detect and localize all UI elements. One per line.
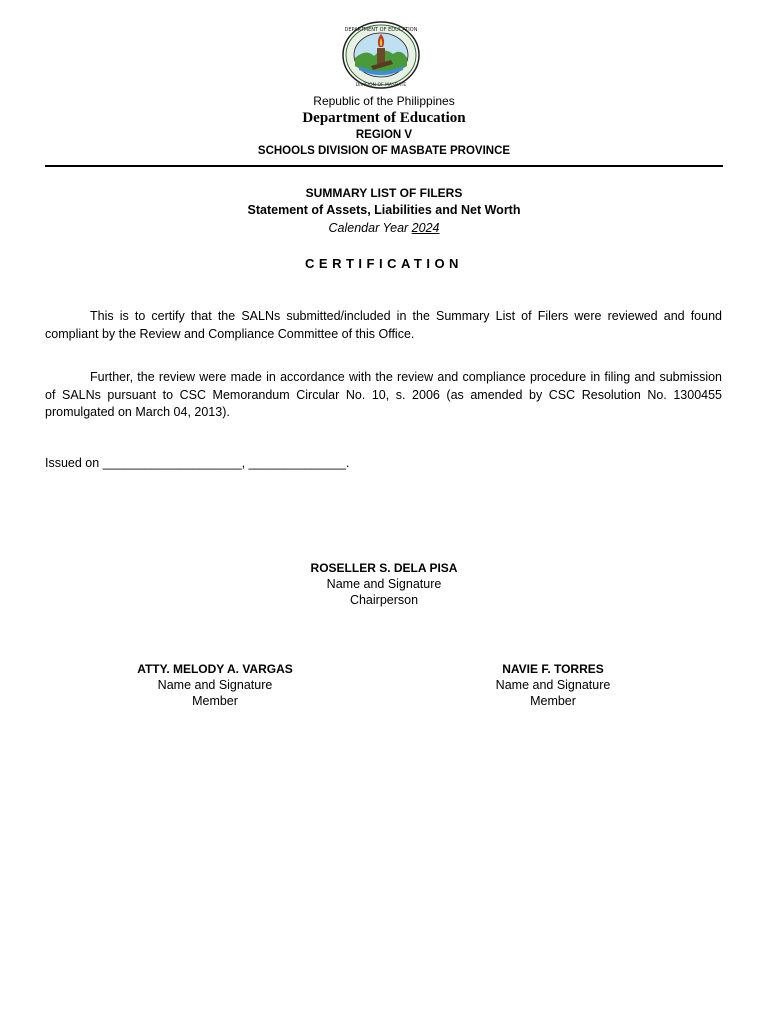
deped-seal-logo [341, 20, 421, 90]
calendar-year-line [0, 221, 768, 235]
signatory-chairperson [234, 560, 534, 608]
signatory-member-1 [65, 661, 365, 709]
member-1-caption: Name and Signature [157, 678, 273, 692]
calendar-year-value: 2024 [411, 221, 440, 235]
chair-name: ROSELLER S. DELA PISA [310, 561, 458, 575]
department-name: Department of Education [302, 110, 466, 126]
summary-title: SUMMARY LIST OF FILERS [305, 186, 463, 200]
republic-line: Republic of the Philippines [313, 94, 455, 108]
chair-caption: Name and Signature [326, 577, 442, 591]
certification-paragraph-1: This is to certify that the SALNs submitted/included in the Summary List of Filers were reviewed and found compliant by the Review and Compliance Committee of this Office. [45, 309, 722, 341]
member-1-name: ATTY. MELODY A. VARGAS [137, 662, 293, 676]
issued-on-line: Issued on ____________________, ______________. [45, 456, 350, 470]
region-line: REGION V [355, 129, 413, 141]
header-divider [45, 165, 723, 167]
chair-role: Chairperson [349, 593, 419, 607]
calendar-year-label: Calendar Year [328, 221, 412, 235]
seal-text-top: DEPARTMENT OF EDUCATION [344, 27, 418, 33]
certification-heading: CERTIFICATION [305, 256, 463, 271]
member-1-role: Member [192, 694, 238, 708]
seal-text-bottom: DIVISION OF MASBATE [355, 83, 407, 88]
member-2-role: Member [530, 694, 576, 708]
member-2-caption: Name and Signature [495, 678, 611, 692]
member-2-name: NAVIE F. TORRES [502, 662, 604, 676]
certification-paragraph-2: Further, the review were made in accordance with the review and compliance procedure in filing and submission of SALNs pursuant to CSC Memorandum Circular No. 10, s. 2006 (as amended by CSC Resolution No. 1300455 promulgated on March 04, 2013). [45, 370, 722, 419]
division-line: SCHOOLS DIVISION OF MASBATE PROVINCE [257, 145, 511, 157]
saln-title: Statement of Assets, Liabilities and Net Worth [247, 203, 521, 217]
signatory-member-2 [403, 661, 703, 709]
